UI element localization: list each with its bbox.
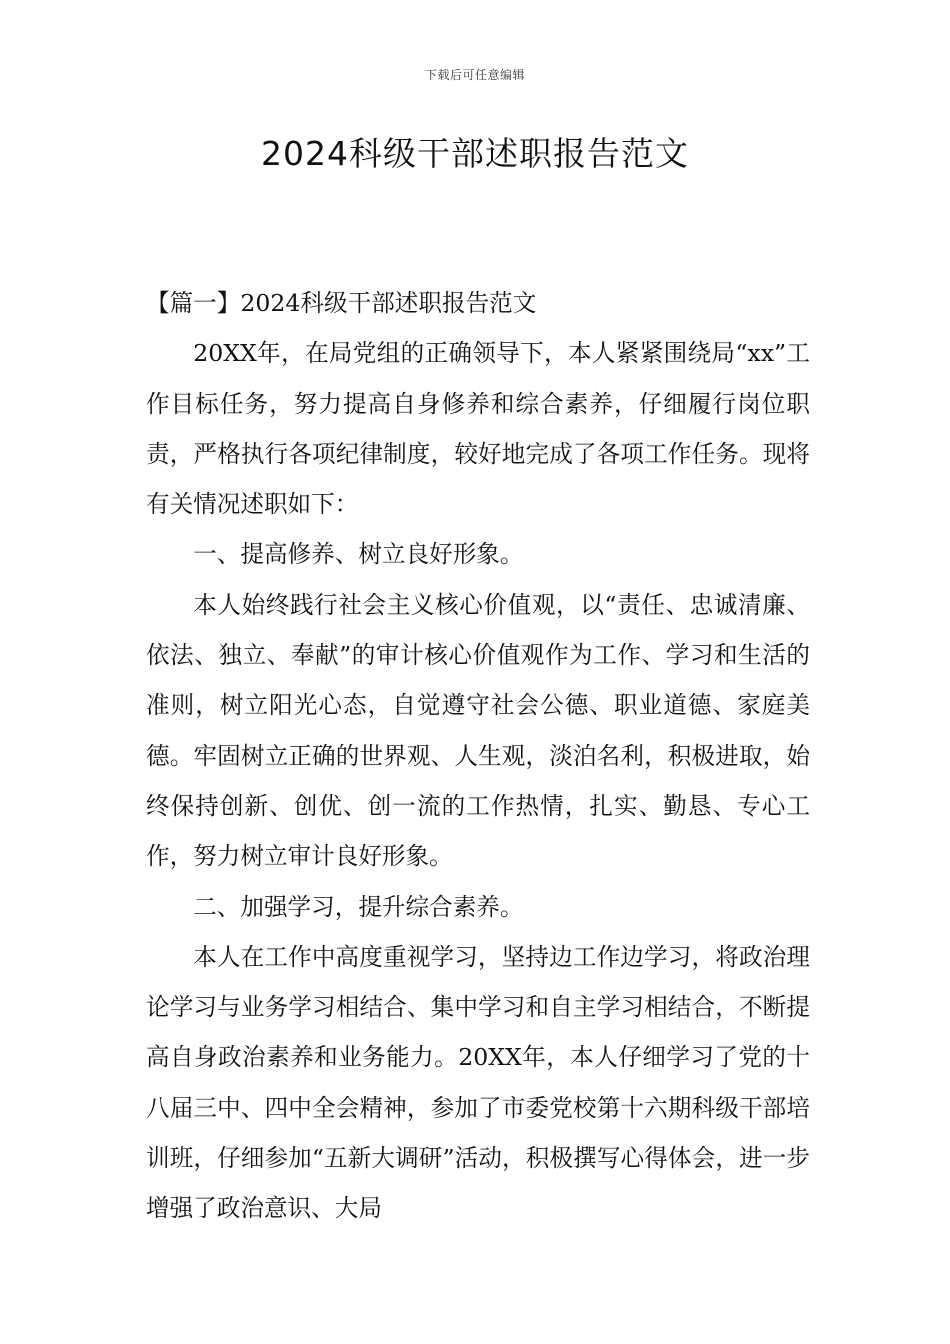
document-title: 2024科级干部述职报告范文 — [261, 134, 689, 173]
paragraph-intro: 20XX年，在局党组的正确领导下，本人紧紧围绕局“xx”工作目标任务，努力提高自身修养和综合素养，仔细履行岗位职责，严格执行各项纪律制度，较好地完成了各项工作任务。现将有关情况述职如下： — [146, 339, 810, 519]
document-body — [146, 278, 810, 1234]
section-heading: 【篇一】2024科级干部述职报告范文 — [146, 289, 537, 317]
paragraph-learning: 本人在工作中高度重视学习，坚持边工作边学习，将政治理论学习与业务学习相结合、集中学习和自主学习相结合，不断提高自身政治素养和业务能力。20XX年，本人仔细学习了党的十八届三中、四中全会精神，参加了市委党校第十六期科级干部培训班，仔细参加“五新大调研”活动，积极撰写心得体会，进一步增强了政治意识、大局 — [146, 942, 810, 1223]
header-note: 下载后可任意编辑 — [424, 68, 525, 82]
paragraph-heading-one: 一、提高修养、树立良好形象。 — [193, 540, 524, 569]
paragraph-cultivation: 本人始终践行社会主义核心价值观，以“责任、忠诚清廉、依法、独立、奉献”的审计核心价值观作为工作、学习和生活的准则，树立阳光心态，自觉遵守社会公德、职业道德、家庭美德。牢固树立正确的世界观、人生观，淡泊名利，积极进取，始终保持创新、创优、创一流的工作热情，扎实、勤恳、专心工作，努力树立审计良好形象。 — [146, 590, 810, 871]
paragraph-heading-two: 二、加强学习，提升综合素养。 — [193, 892, 524, 921]
